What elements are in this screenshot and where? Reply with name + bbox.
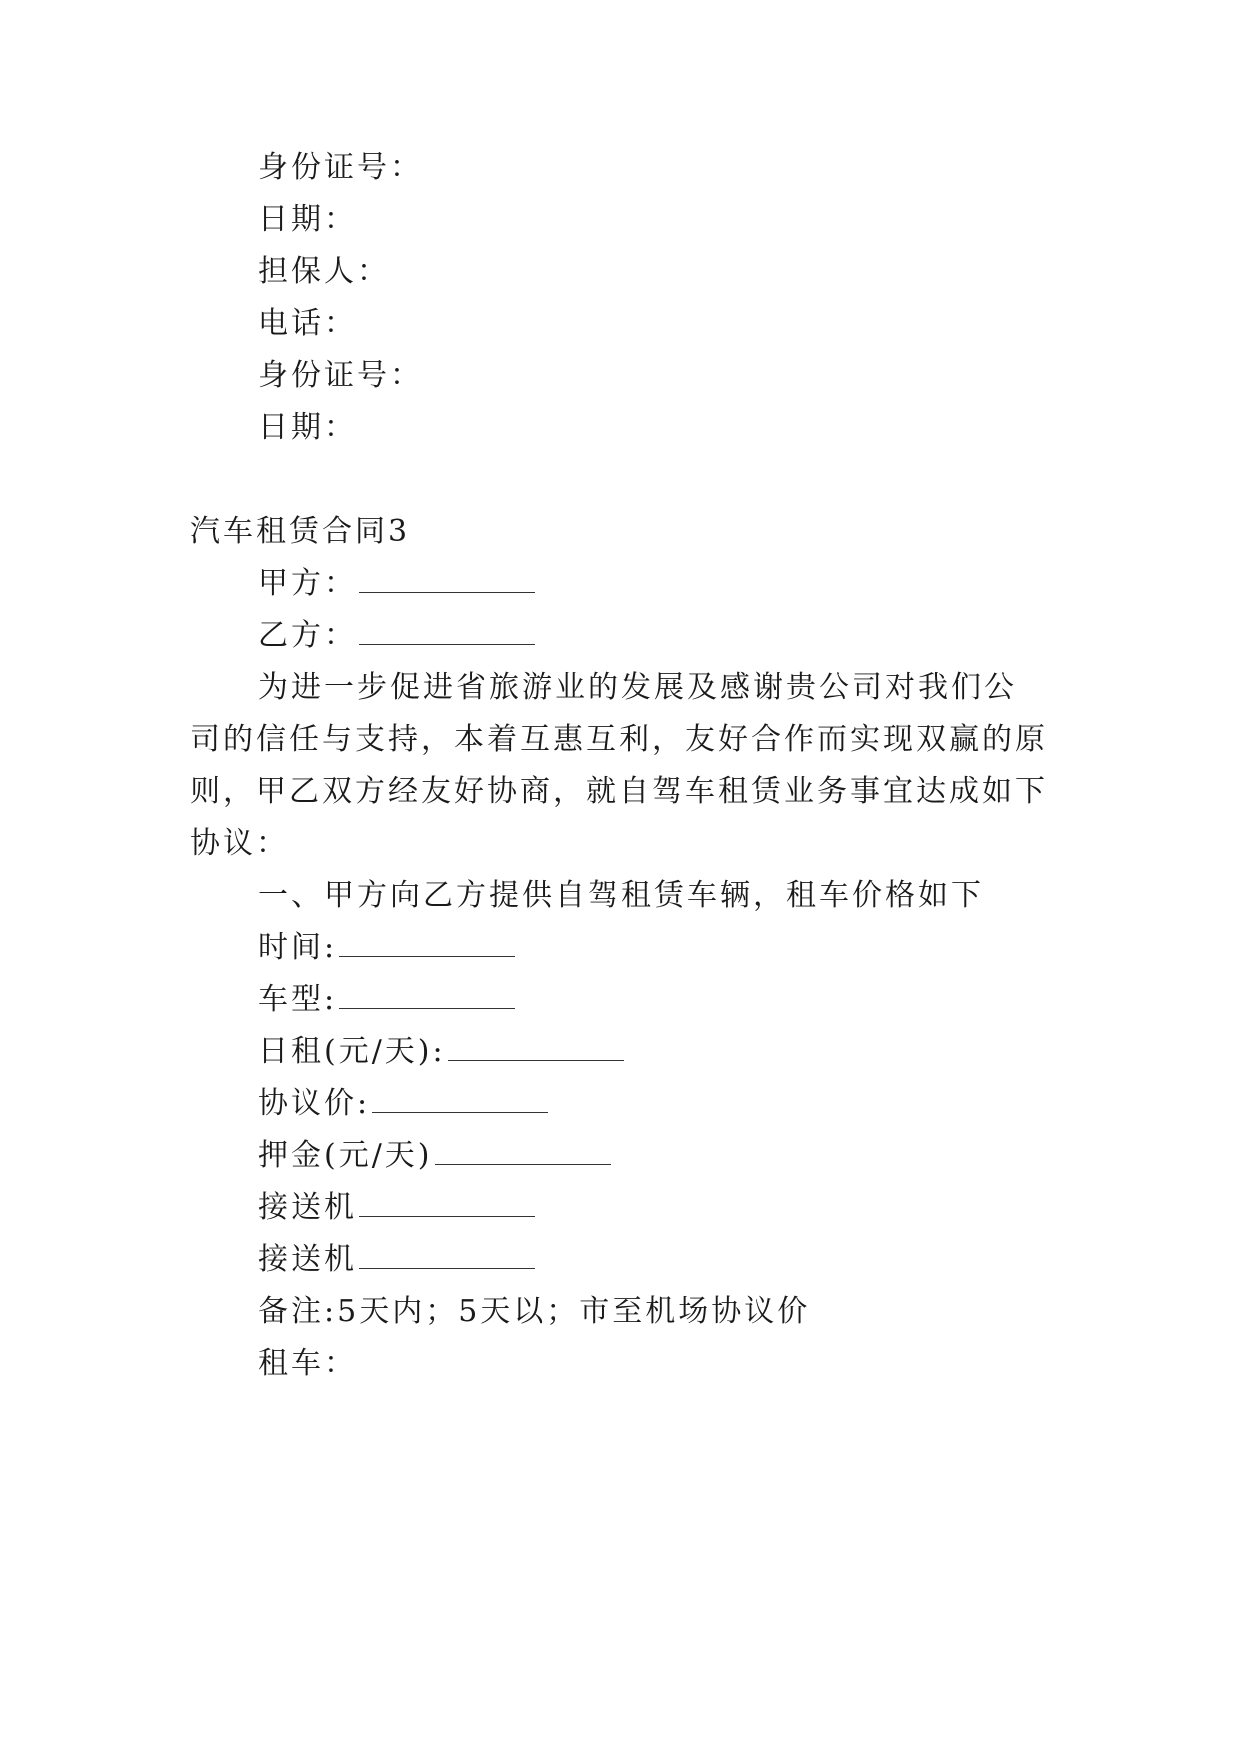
- airport-transfer-blank-2: [359, 1240, 535, 1269]
- daily-rent-blank: [448, 1032, 624, 1061]
- deposit-blank: [435, 1136, 611, 1165]
- time-blank: [339, 928, 515, 957]
- car-model-label: 车型:: [258, 982, 338, 1017]
- airport-transfer-field-1: [258, 1188, 535, 1228]
- date-label: 日期：: [258, 202, 357, 237]
- party-b-label: 乙方：: [258, 618, 357, 653]
- remark-line: 备注:5天内；5天以；市至机场协议价: [258, 1294, 811, 1329]
- airport-transfer-field-2: [258, 1240, 535, 1280]
- time-label: 时间:: [258, 930, 338, 965]
- daily-rent-field: [258, 1032, 624, 1072]
- airport-transfer-blank-1: [359, 1188, 535, 1217]
- intro-paragraph-line-4: 协议：: [190, 826, 289, 861]
- party-b-line: [258, 616, 535, 656]
- airport-transfer-label-1: 接送机: [258, 1190, 357, 1225]
- intro-paragraph-line-1: 为进一步促进省旅游业的发展及感谢贵公司对我们公: [258, 670, 1017, 705]
- phone-label: 电话：: [258, 306, 357, 341]
- rent-label: 租车：: [258, 1346, 357, 1381]
- airport-transfer-label-2: 接送机: [258, 1242, 357, 1277]
- deposit-field: [258, 1136, 611, 1176]
- clause-1: 一、甲方向乙方提供自驾租赁车辆，租车价格如下: [258, 878, 984, 913]
- date-label-2: 日期：: [258, 410, 357, 445]
- party-a-line: [258, 564, 535, 604]
- car-model-blank: [339, 980, 515, 1009]
- guarantor-label: 担保人：: [258, 254, 390, 289]
- agreed-price-field: [258, 1084, 548, 1124]
- agreed-price-blank: [372, 1084, 548, 1113]
- contract-title: 汽车租赁合同3: [190, 514, 411, 549]
- daily-rent-label: 日租(元/天):: [258, 1034, 446, 1069]
- agreed-price-label: 协议价:: [258, 1086, 371, 1121]
- id-number-label: 身份证号：: [258, 150, 423, 185]
- id-number-label-2: 身份证号：: [258, 358, 423, 393]
- party-a-blank: [359, 564, 535, 593]
- party-b-blank: [359, 616, 535, 645]
- car-model-field: [258, 980, 515, 1020]
- intro-paragraph-line-3: 则，甲乙双方经友好协商，就自驾车租赁业务事宜达成如下: [190, 774, 1048, 809]
- deposit-label: 押金(元/天): [258, 1138, 433, 1173]
- time-field: [258, 928, 515, 968]
- party-a-label: 甲方：: [258, 566, 357, 601]
- intro-paragraph-line-2: 司的信任与支持，本着互惠互利，友好合作而实现双赢的原: [190, 722, 1048, 757]
